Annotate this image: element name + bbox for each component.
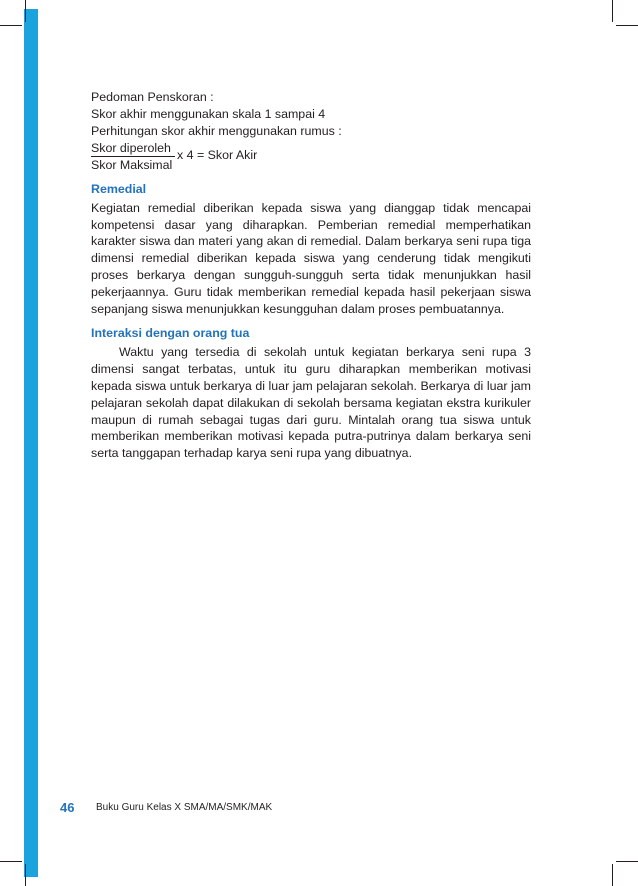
score-formula <box>91 140 531 174</box>
crop-mark <box>616 25 638 26</box>
formula-denominator: Skor Maksimal <box>91 157 173 172</box>
interaction-paragraph: Waktu yang tersedia di sekolah untuk kegiatan berkarya seni rupa 3 dimensi sangat terbatas, untuk itu guru diharapkan memberikan motivasi kepada siswa untuk berkarya di luar jam pelajaran sekolah. Berkarya di luar jam pelajaran sekolah dapat dilakukan di sekolah bersama kegiatan ekstra kurikuler maupun di rumah sebagai tugas dari guru. Mintalah orang tua siswa untuk memberikan memberikan motivasi kepada putra-putrinya dalam berkarya seni serta tanggapan terhadap karya seni rupa yang dibuatnya. <box>91 344 531 461</box>
crop-mark <box>612 864 613 886</box>
formula-intro: Perhitungan skor akhir menggunakan rumus : <box>91 123 342 138</box>
page-content <box>91 89 531 462</box>
remedial-heading: Remedial <box>91 181 147 196</box>
crop-mark <box>0 861 22 862</box>
scoring-scale-line: Skor akhir menggunakan skala 1 sampai 4 <box>91 106 326 121</box>
crop-mark <box>25 0 26 22</box>
footer-book-title: Buku Guru Kelas X SMA/MA/SMK/MAK <box>96 802 273 813</box>
interaction-heading: Interaksi dengan orang tua <box>91 325 250 340</box>
crop-mark <box>25 864 26 886</box>
crop-mark <box>0 25 22 26</box>
side-color-bar <box>24 9 38 877</box>
crop-mark <box>612 0 613 22</box>
page-number: 46 <box>60 800 75 815</box>
remedial-paragraph: Kegiatan remedial diberikan kepada siswa yang dianggap tidak mencapai kompetensi dasar yang diharapkan. Pemberian remedial memperhatikan karakter siswa dan materi yang akan di remedial. Dalam berkarya seni rupa tiga dimensi remedial diberikan kepada siswa yang cenderung tidak mengikuti proses berkarya dengan sungguh-sungguh serta tidak menunjukkan hasil pekerjaannya. Guru tidak memberikan remedial kepada hasil pekerjaan siswa sepanjang siswa menunjukkan kesungguhan dalam proses pembuatannya. <box>91 200 531 317</box>
formula-suffix: x 4 = Skor Akir <box>177 147 258 162</box>
crop-mark <box>616 861 638 862</box>
formula-numerator: Skor diperoleh <box>91 140 175 157</box>
scoring-title: Pedoman Penskoran : <box>91 90 214 104</box>
